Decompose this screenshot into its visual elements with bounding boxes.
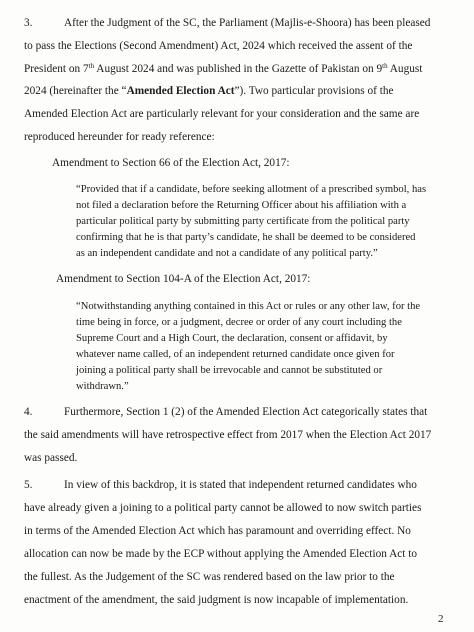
quote1-line-3: particular political party by submitting party certificate from the political party bbox=[76, 216, 410, 227]
para5-line-5: the fullest. As the Judgement of the SC was rendered based on the law prior to the bbox=[24, 571, 395, 583]
para5-line-3: in terms of the Amended Election Act which has paramount and overriding effect. No bbox=[24, 525, 411, 537]
defined-term: Amended Election Act bbox=[126, 85, 235, 97]
para3-line-1: After the Judgment of the SC, the Parliament (Majlis-e-Shoora) has been pleased bbox=[64, 17, 431, 29]
para3-line-5: Amended Election Act are particularly relevant for your consideration and the same are bbox=[24, 108, 420, 120]
para4-line-3: was passed. bbox=[24, 452, 78, 464]
para4-number: 4. bbox=[24, 406, 33, 418]
quote1-line-4: confirming that he is that party’s candidate, he shall be deemed to be considered bbox=[76, 232, 416, 243]
para3-line-2: to pass the Elections (Second Amendment) Act, 2024 which received the assent of the bbox=[24, 40, 413, 52]
quote2-line-3: Supreme Court and a High Court, the declaration, consent or affidavit, by bbox=[76, 333, 388, 344]
quote1-line-5: as an independent candidate and not a candidate of any political party.” bbox=[76, 248, 378, 259]
quote2-line-5: joining a political party shall be irrevocable and cannot be substituted or bbox=[76, 365, 383, 376]
para3-line-3: President on 7th August 2024 and was published in the Gazette of Pakistan on 9th August bbox=[24, 62, 423, 75]
quote2-line-4: whatever name called, of an independent returned candidate once given for bbox=[76, 349, 395, 360]
quote1-line-1: “Provided that if a candidate, before seeking allotment of a prescribed symbol, has bbox=[76, 184, 427, 195]
para5-number: 5. bbox=[24, 479, 33, 491]
page-number: 2 bbox=[438, 613, 444, 625]
quote2-line-6: withdrawn.” bbox=[76, 381, 129, 392]
para3-number: 3. bbox=[24, 17, 33, 29]
quote1-line-2: not filed a declaration before the Returning Officer about his affiliation with a bbox=[76, 200, 407, 211]
para4-line-1: Furthermore, Section 1 (2) of the Amended Election Act categorically states that bbox=[64, 406, 428, 418]
section-104a-heading: Amendment to Section 104-A of the Election Act, 2017: bbox=[56, 273, 311, 285]
para5-line-4: allocation can now be made by the ECP without applying the Amended Election Act to bbox=[24, 548, 418, 560]
quote2-line-1: “Notwithstanding anything contained in this Act or rules or any other law, for the bbox=[76, 301, 421, 312]
para3-line-4: 2024 (hereinafter the “Amended Election Act”). Two particular provisions of the bbox=[24, 85, 394, 97]
para3-line-6: reproduced hereunder for ready reference: bbox=[24, 131, 215, 143]
para5-line-6: enactment of the amendment, the said judgment is now incapable of implementation. bbox=[24, 594, 409, 606]
para4-line-2: the said amendments will have retrospective effect from 2017 when the Election Act 2017 bbox=[24, 429, 432, 441]
para5-line-1: In view of this backdrop, it is stated that independent returned candidates who bbox=[64, 479, 417, 491]
para5-line-2: have already given a joining to a political party cannot be allowed to now switch parties bbox=[24, 502, 422, 514]
section-66-heading: Amendment to Section 66 of the Election Act, 2017: bbox=[52, 157, 290, 169]
quote2-line-2: time being in force, or a judgment, decree or order of any court including the bbox=[76, 317, 402, 328]
